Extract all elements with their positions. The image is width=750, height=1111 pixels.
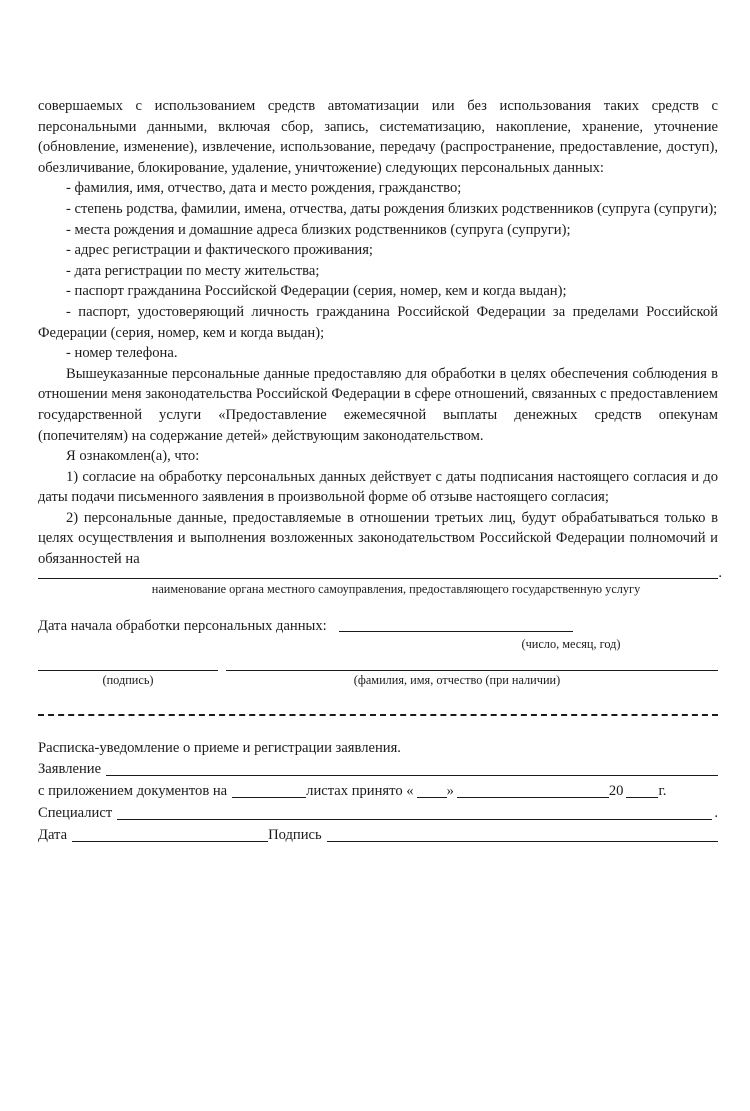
list-item: - паспорт гражданина Российской Федерации (серия, номер, кем и когда выдан); xyxy=(66,283,567,300)
fullname-caption: (фамилия, имя, отчество (при наличии) xyxy=(353,672,561,687)
processing-start-date-label: Дата начала обработки персональных данных: xyxy=(38,617,327,634)
list-item: - номер телефона. xyxy=(66,345,178,362)
organization-name-rule[interactable] xyxy=(38,578,718,579)
receipt-month-input[interactable] xyxy=(457,797,609,798)
organization-name-caption: наименование органа местного самоуправления, предоставляющего государственную услугу xyxy=(151,581,641,596)
processing-start-date-input[interactable] xyxy=(339,631,573,632)
receipt-year-suffix: г. xyxy=(658,782,667,799)
receipt-title: Расписка-уведомление о приеме и регистрации заявления. xyxy=(38,739,401,756)
receipt-date-input[interactable] xyxy=(72,841,268,842)
receipt-specialist-input[interactable] xyxy=(117,819,712,820)
fullname-input[interactable] xyxy=(226,670,718,671)
processing-start-date-caption: (число, месяц, год) xyxy=(521,636,621,651)
receipt-sign-input[interactable] xyxy=(327,841,718,842)
receipt-attachment-mid-label: листах принято « xyxy=(306,782,414,799)
receipt-date-label: Дата xyxy=(38,826,68,843)
list-item: - места рождения и домашние адреса близких родственников (супруга (супруги); xyxy=(66,221,571,238)
receipt-date-sign-row xyxy=(38,825,718,846)
receipt-specialist-row xyxy=(38,803,718,824)
signature-row xyxy=(38,670,718,671)
cut-separator xyxy=(38,714,718,716)
list-item: - степень родства, фамилии, имена, отчества, даты рождения близких родственников (супруга (супруги); xyxy=(66,200,718,217)
paragraph-clause-1: 1) согласие на обработку персональных данных действует с даты подписания настоящего согласия и до даты подачи письменного заявления в произвольной форме об отзыве настоящего согласия; xyxy=(38,468,718,506)
receipt-application-row xyxy=(38,759,718,780)
paragraph-purpose: Вышеуказанные персональные данные предоставляю для обработки в целях обеспечения соблюдения в отношении меня законодательства Российской Федерации в сфере отношений, связанных с предоставлением государственной услуги «Предоставление ежемесячной выплаты денежных средств опекунам (попечителям) на содержание детей» действующим законодательством. xyxy=(38,365,718,444)
receipt-specialist-trailing-punctuation: . xyxy=(714,804,718,821)
receipt-application-label: Заявление xyxy=(38,760,102,777)
list-item: - дата регистрации по месту жительства; xyxy=(66,262,320,279)
receipt-attachment-lead-label: с приложением документов на xyxy=(38,782,228,799)
signature-captions-row xyxy=(38,673,718,688)
receipt-sheets-input[interactable] xyxy=(232,797,306,798)
receipt-application-input[interactable] xyxy=(106,775,718,776)
organization-trailing-punctuation: . xyxy=(718,564,722,581)
paragraph-acknowledgement-intro: Я ознакомлен(а), что: xyxy=(66,448,200,465)
organization-name-field[interactable] xyxy=(38,564,722,581)
signature-input[interactable] xyxy=(38,670,218,671)
receipt-day-input[interactable] xyxy=(417,797,447,798)
receipt-sign-label: Подпись xyxy=(268,826,322,843)
list-item: - адрес регистрации и фактического проживания; xyxy=(66,242,373,259)
receipt-specialist-label: Специалист xyxy=(38,804,113,821)
signature-caption: (подпись) xyxy=(102,672,154,687)
receipt-quote-close: » xyxy=(446,782,454,799)
receipt-attachment-row xyxy=(38,781,718,802)
paragraph-clause-2: 2) персональные данные, предоставляемые в отношении третьих лиц, будут обрабатываться только в целях осуществления и выполнения возложенных законодательством Российской Федерации полномочий и обязанностей на xyxy=(38,509,718,568)
processing-start-date-row xyxy=(38,617,718,635)
receipt-year-prefix: 20 xyxy=(608,782,624,799)
dashed-line xyxy=(38,714,718,716)
paragraph-opening: совершаемых с использованием средств автоматизации или без использования таких средств с персональными данными, включая сбор, запись, систематизацию, накопление, хранение, уточнение (обновление, изменение), извлечение, использование, передачу (распространение, предоставление, доступ), обезличивание, блокирование, удаление, уничтожение) следующих персональных данных: xyxy=(38,98,718,176)
list-item: - паспорт, удостоверяющий личность гражданина Российской Федерации за пределами Российской Федерации (серия, номер, кем и когда выдан); xyxy=(38,303,718,341)
personal-data-list xyxy=(38,178,718,363)
receipt-year-input[interactable] xyxy=(626,797,658,798)
list-item: - фамилия, имя, отчество, дата и место рождения, гражданство; xyxy=(66,180,462,197)
